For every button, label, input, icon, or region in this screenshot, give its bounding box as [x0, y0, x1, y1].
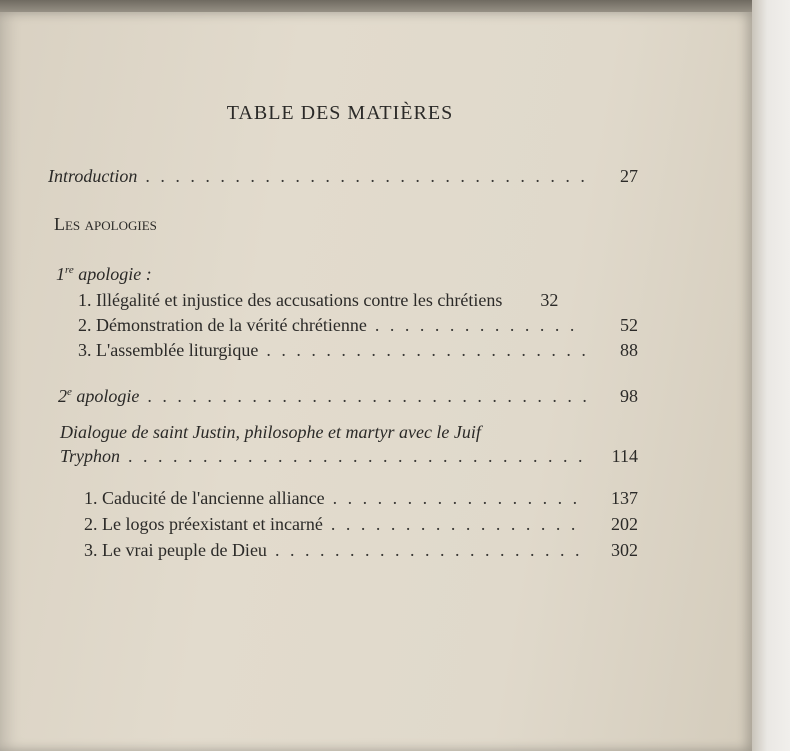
- leader-dots: [266, 340, 586, 361]
- toc-entry-page: 52: [620, 315, 638, 335]
- toc-entry-page: 88: [620, 340, 638, 360]
- toc-entry: [78, 340, 638, 361]
- toc-entry: [84, 488, 638, 509]
- dialogue-title-line1: Dialogue de saint Justin, philosophe et martyr avec le Juif: [60, 422, 481, 442]
- page-title: TABLE DES MATIÈRES: [226, 102, 454, 124]
- subsection-label: apologie: [76, 386, 140, 406]
- toc-entry-label: [58, 386, 139, 407]
- book-page: [0, 12, 752, 751]
- toc-entry-second-apology: [58, 386, 638, 407]
- leader-dots: [128, 446, 586, 467]
- leader-dots: [147, 386, 586, 407]
- toc-entry-page: 27: [620, 166, 638, 186]
- toc-entry: [84, 540, 638, 561]
- toc-entry-page: 98: [620, 386, 638, 406]
- toc-entry: [78, 315, 638, 336]
- subsection-superscript: e: [67, 386, 72, 398]
- toc-entry-page: 32: [540, 290, 559, 310]
- toc-entry-introduction: [48, 166, 638, 187]
- toc-entry-label: 3. L'assemblée liturgique: [78, 340, 259, 360]
- toc-entry-label: 1. Illégalité et injustice des accusations contre les chrétiens: [78, 290, 503, 310]
- toc-entry-page: 202: [611, 514, 638, 534]
- section-label: Les apologies: [54, 214, 157, 234]
- toc-entry-label: 3. Le vrai peuple de Dieu: [84, 540, 267, 560]
- toc-entry-label: 2. Démonstration de la vérité chrétienne: [78, 315, 367, 335]
- leader-dots: [375, 315, 586, 336]
- leader-dots: [145, 166, 586, 187]
- page-edge: [752, 0, 790, 751]
- leader-dots: [333, 488, 586, 509]
- toc-entry-label: 2. Le logos préexistant et incarné: [84, 514, 323, 534]
- toc-entry-dialogue: [60, 446, 638, 467]
- subsection-number: 2: [58, 386, 67, 406]
- leader-dots: [275, 540, 586, 561]
- toc-entry-label: Introduction: [48, 166, 138, 186]
- toc-entry-page: 137: [611, 488, 638, 508]
- toc-entry-page: 302: [611, 540, 638, 560]
- leader-dots: [331, 514, 586, 535]
- subsection-label: apologie :: [78, 264, 152, 284]
- subsection-first-apology: [56, 264, 152, 285]
- toc-entry: [84, 514, 638, 535]
- toc-entry: [78, 290, 638, 311]
- subsection-superscript: re: [65, 264, 74, 276]
- toc-entry-label: 1. Caducité de l'ancienne alliance: [84, 488, 325, 508]
- toc-entry-page: 114: [611, 446, 638, 466]
- subsection-number: 1: [56, 264, 65, 284]
- toc-entry-label: Tryphon: [60, 446, 121, 466]
